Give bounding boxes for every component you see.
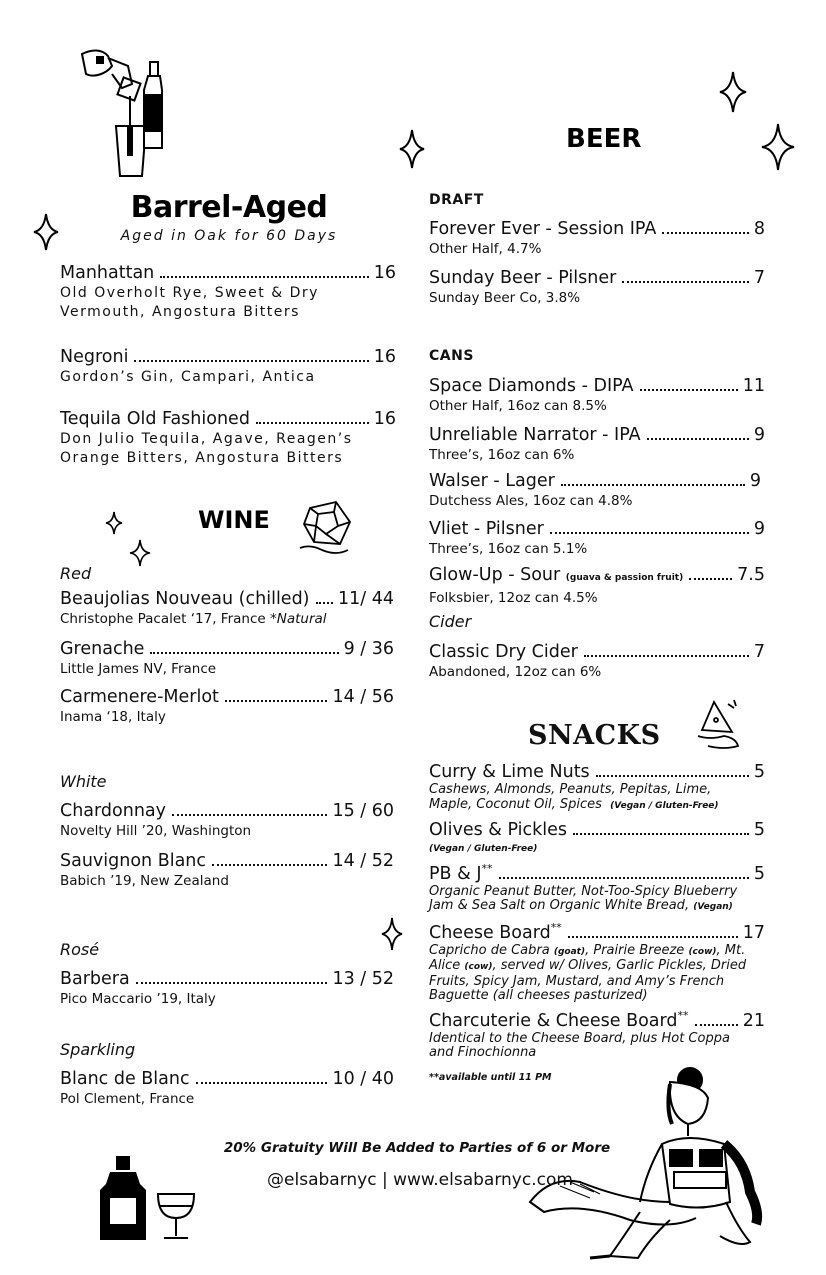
snack-item-cheese-board: Cheese Board** 17 Capricho de Cabra (goat), Prairie Breeze (cow), Mt. Alice (cow), served w/ Olives, Garlic Pickles, Dried Fruits, Spicy Jam, Mustard, and Amy’s French Baguette (all cheeses pasturized) [429, 921, 765, 1004]
beer-item-walser: Walser - Lager 9 Dutchess Ales, 16oz can 4.8% [429, 471, 761, 509]
sparkle-icon [104, 510, 124, 536]
snack-item-curry-lime-nuts: Curry & Lime Nuts 5 Cashews, Almonds, Peanuts, Pepitas, Lime, Maple, Coconut Oil, Spices (Vegan / Gluten-Free) [429, 762, 765, 812]
sparkle-icon [398, 128, 426, 170]
wine-category-white: White [60, 772, 107, 791]
beer-draft-heading: DRAFT [429, 192, 484, 208]
social-links[interactable]: @elsabarnyc | www.elsabarnyc.com [267, 1170, 573, 1190]
sparkle-icon [380, 916, 404, 952]
gratuity-notice: 20% Gratuity Will Be Added to Parties of 6 or More [223, 1140, 611, 1156]
seated-woman-illustration [520, 1052, 770, 1262]
wine-item-beaujolias: Beaujolias Nouveau (chilled) 11/ 44 Christophe Pacalet ‘17, France *Natural [60, 589, 394, 627]
beer-item-sunday-beer: Sunday Beer - Pilsner 7 Sunday Beer Co, 3.8% [429, 268, 765, 306]
barrel-aged-title: Barrel-Aged [130, 190, 328, 225]
menu-item-manhattan: Manhattan 16 Old Overholt Rye, Sweet & Dry Vermouth, Angostura Bitters [60, 263, 396, 320]
wine-item-blanc-de-blanc: Blanc de Blanc 10 / 40 Pol Clement, France [60, 1069, 394, 1107]
bottle-and-glass-illustration [96, 1154, 206, 1244]
snack-item-pb-j: PB & J** 5 Organic Peanut Butter, Not-Too-Spicy Blueberry Jam & Sea Salt on Organic White Bread, (Vegan) [429, 862, 765, 914]
sparkle-icon [760, 122, 796, 172]
beer-cider-heading: Cider [429, 612, 472, 631]
beer-cans-heading: CANS [429, 348, 474, 364]
snacks-footnote: **available until 11 PM [429, 1072, 552, 1083]
wine-item-chardonnay: Chardonnay 15 / 60 Novelty Hill ’20, Washington [60, 801, 394, 839]
barrel-aged-subtitle: Aged in Oak for 60 Days [120, 228, 338, 244]
beer-title: BEER [566, 124, 642, 154]
beer-item-space-diamonds: Space Diamonds - DIPA 11 Other Half, 16oz can 8.5% [429, 376, 765, 414]
wine-item-sauvignon-blanc: Sauvignon Blanc 14 / 52 Babich ’19, New Zealand [60, 851, 394, 889]
wine-category-rose: Rosé [60, 940, 100, 959]
wine-category-sparkling: Sparkling [60, 1040, 136, 1059]
wine-item-carmenere-merlot: Carmenere-Merlot 14 / 56 Inama ‘18, Italy [60, 687, 394, 725]
beer-item-forever-ever: Forever Ever - Session IPA 8 Other Half, 4.7% [429, 219, 765, 257]
snack-item-charcuterie-cheese-board: Charcuterie & Cheese Board** 21 Identical to the Cheese Board, plus Hot Coppa and Finochionna [429, 1009, 765, 1061]
wine-title: WINE [198, 506, 270, 534]
wine-item-barbera: Barbera 13 / 52 Pico Maccario ’19, Italy [60, 969, 394, 1007]
ice-cube-illustration [296, 498, 358, 560]
pouring-drink-illustration [72, 44, 182, 184]
beer-item-unreliable-narrator: Unreliable Narrator - IPA 9 Three’s, 16oz can 6% [429, 425, 765, 463]
sparkle-icon [128, 538, 152, 568]
wine-category-red: Red [60, 564, 92, 583]
beer-item-vliet: Vliet - Pilsner 9 Three’s, 16oz can 5.1% [429, 519, 765, 557]
menu-item-negroni: Negroni 16 Gordon’s Gin, Campari, Antica [60, 347, 396, 385]
wine-item-grenache: Grenache 9 / 36 Little James NV, France [60, 639, 394, 677]
cheese-illustration [694, 696, 744, 752]
menu-item-tequila-old-fashioned: Tequila Old Fashioned 16 Don Julio Tequila, Agave, Reagen’s Orange Bitters, Angostura Bitters [60, 409, 396, 466]
beer-item-classic-dry-cider: Classic Dry Cider 7 Abandoned, 12oz can 6% [429, 642, 765, 680]
snack-item-olives-pickles: Olives & Pickles 5 (Vegan / Gluten-Free) [429, 820, 765, 854]
sparkle-icon [718, 70, 748, 114]
snacks-title: SNACKS [528, 720, 661, 751]
beer-item-glow-up: Glow-Up - Sour (guava & passion fruit) 7.5 Folksbier, 12oz can 4.5% [429, 565, 765, 606]
